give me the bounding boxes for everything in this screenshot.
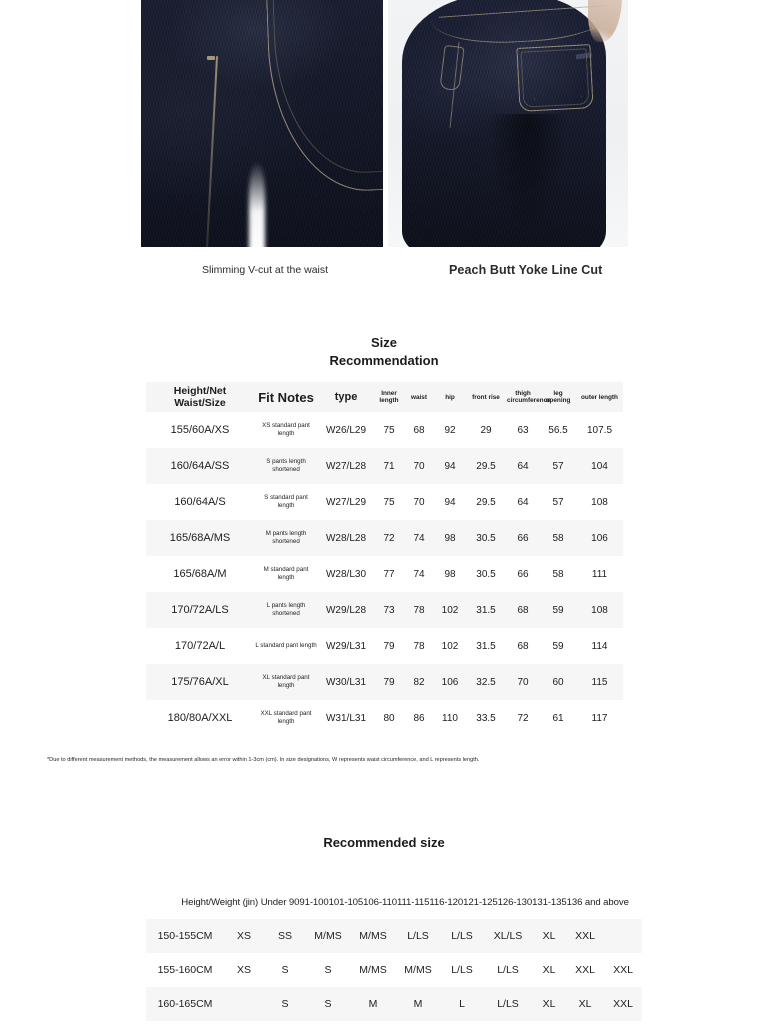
cell-recommended-size: L/LS [497,998,519,1010]
cell-outer-length: 106 [591,532,608,544]
pocket-label-tab-icon [576,53,592,60]
table-row [146,953,642,987]
header-hip: hip [445,393,455,401]
cell-hip: 94 [444,496,456,508]
cell-waist: 78 [413,604,425,616]
cell-size: 160/64A/SS [170,460,230,472]
cell-recommended-size: L/LS [451,964,473,976]
cell-inner-length: 72 [383,532,395,544]
cell-recommended-size: XL [578,998,592,1010]
header-front-rise: front rise [472,393,500,401]
size-title-line-1: Size [370,335,397,350]
cell-front-rise: 29 [480,424,492,436]
table-row [146,520,623,556]
cell-height-range: 160-165CM [157,998,213,1010]
cell-leg-opening: 59 [552,640,564,652]
cell-recommended-size: XXL [613,964,633,976]
cell-recommended-size: XL [542,964,556,976]
cell-leg-opening: 58 [552,532,564,544]
cell-waist: 70 [413,460,425,472]
cell-recommended-size: M/MS [314,930,342,942]
cell-outer-length: 107.5 [586,424,613,436]
cell-thigh-circumference: 63 [517,424,529,436]
cell-front-rise: 32.5 [476,676,496,688]
cell-outer-length: 115 [591,676,608,688]
table-row [146,628,623,664]
size-chart-header [146,382,623,412]
cell-recommended-size: XL [542,930,556,942]
header-waist: waist [411,393,427,401]
cell-outer-length: 117 [591,712,608,724]
table-row [146,592,623,628]
header-fit-notes: Fit Notes [258,389,314,405]
yoke-line-stitch-icon [431,11,612,46]
cell-recommended-size: SS [277,930,292,942]
cell-front-rise: 30.5 [476,532,496,544]
photo-caption-right: Peach Butt Yoke Line Cut [449,263,603,277]
cell-type: W30/L31 [325,676,367,688]
recommended-size-header-row [146,885,642,919]
header-thigh-circumference: thigh circumference [507,390,551,404]
cell-recommended-size: S [281,998,289,1010]
cell-inner-length: 79 [383,676,395,688]
size-chart-header-row [146,382,623,412]
cell-recommended-size: XXL [575,930,595,942]
cell-type: W27/L29 [325,496,367,508]
table-row [146,664,623,700]
cell-recommended-size: XXL [613,998,633,1010]
leg-gap-highlight [249,161,265,247]
cell-leg-opening: 59 [552,604,564,616]
cell-thigh-circumference: 70 [517,676,529,688]
cell-waist: 78 [413,640,425,652]
cell-front-rise: 29.5 [476,496,496,508]
header-height-weight-range: Height/Weight (jin) Under 9091-100101-105106-110111-115116-120121-125126-130131-135136 and above [181,896,629,908]
table-row [146,412,623,448]
table-row [146,919,642,953]
denim-fabric-back [402,0,606,247]
cell-fit-notes: L standard pant length [255,642,317,649]
cell-waist: 70 [413,496,425,508]
cell-waist: 68 [413,424,425,436]
cell-type: W27/L28 [325,460,367,472]
cell-thigh-circumference: 72 [517,712,529,724]
cell-inner-length: 75 [383,496,395,508]
cell-inner-length: 79 [383,640,395,652]
table-row [146,987,642,1021]
header-leg-opening: leg opening [545,390,571,404]
cell-hip: 92 [444,424,456,436]
size-recommendation-title [0,334,768,370]
cell-waist: 74 [413,532,425,544]
cell-recommended-size [604,919,642,953]
cell-recommended-size: L [459,998,465,1010]
cell-fit-notes: L pants length shortened [266,602,306,617]
cell-recommended-size: M [368,998,378,1010]
photo-caption-left: Slimming V-cut at the waist [202,264,329,276]
cell-hip: 102 [441,640,459,652]
table-row [146,448,623,484]
cell-size: 155/60A/XS [170,424,230,436]
table-row [146,484,623,520]
cell-outer-length: 104 [591,460,608,472]
cell-leg-opening: 56.5 [548,424,568,436]
cell-fit-notes: M standard pant length [263,566,309,581]
cell-fit-notes: M pants length shortened [265,530,307,545]
size-chart-body [146,412,623,736]
cell-recommended-size: XXL [575,964,595,976]
cell-size: 165/68A/M [173,568,227,580]
header-type: type [334,391,358,403]
cell-size: 165/68A/MS [169,532,231,544]
measurement-footnote: *Due to different measurement methods, the measurement allows an error within 1-3cm (cm). In size designations, W represents waist circumference, and L represents length. [47,757,480,763]
cell-fit-notes: XS standard pant length [262,422,310,437]
cell-front-rise: 30.5 [476,568,496,580]
waistband-stitch-icon [438,0,607,18]
cell-recommended-size: XS [236,964,251,976]
cell-recommended-size: L/LS [451,930,473,942]
recommended-size-table [146,885,642,1021]
bartack-stitch-icon [207,56,215,60]
recommended-size-body [146,919,642,1021]
cell-front-rise: 31.5 [476,604,496,616]
header-inner-length: Inner length [379,390,399,404]
cell-waist: 74 [413,568,425,580]
cell-recommended-size: L/LS [497,964,519,976]
cell-recommended-size: S [324,998,332,1010]
cell-height-range: 150-155CM [157,930,213,942]
recommended-size-title: Recommended size [323,835,445,850]
cell-inner-length: 71 [383,460,395,472]
cell-recommended-size [224,987,264,1021]
cell-thigh-circumference: 68 [517,640,529,652]
side-seam-stitch-icon [450,42,460,128]
cell-type: W28/L28 [325,532,367,544]
cell-recommended-size: S [324,964,332,976]
back-pocket-stitch-icon [516,44,593,112]
cell-hip: 94 [444,460,456,472]
cell-leg-opening: 60 [552,676,564,688]
cell-waist: 82 [413,676,425,688]
cell-inner-length: 80 [383,712,395,724]
cell-recommended-size: S [281,964,289,976]
header-height-waist-size: Height/Net Waist/Size [173,385,227,409]
product-photo-front-waist [141,0,383,247]
cell-size: 175/76A/XL [171,676,229,688]
cell-recommended-size: XL/LS [493,930,523,942]
cell-leg-opening: 57 [552,460,564,472]
header-outer-length: outer length [581,393,618,401]
cell-hip: 98 [444,568,456,580]
cell-height-range: 155-160CM [157,964,213,976]
size-chart-table [146,382,623,736]
cell-size: 170/72A/L [174,640,226,652]
cell-front-rise: 29.5 [476,460,496,472]
cell-hip: 102 [441,604,459,616]
cell-recommended-size: M/MS [404,964,432,976]
table-row [146,556,623,592]
cell-type: W31/L31 [325,712,367,724]
cell-type: W28/L30 [325,568,367,580]
cell-thigh-circumference: 64 [517,496,529,508]
cell-outer-length: 108 [591,604,608,616]
cell-leg-opening: 58 [552,568,564,580]
cell-fit-notes: XL standard pant length [262,674,310,689]
cell-hip: 106 [441,676,459,688]
cell-leg-opening: 57 [552,496,564,508]
fabric-shadow [488,114,568,234]
cell-outer-length: 111 [591,568,608,580]
cell-type: W29/L31 [325,640,367,652]
product-photo-back-pocket [388,0,628,247]
cell-recommended-size: XS [236,930,251,942]
cell-recommended-size: XL [542,998,556,1010]
product-photo-strip [141,0,628,247]
cell-recommended-size: M/MS [359,930,387,942]
cell-hip: 98 [444,532,456,544]
cell-recommended-size: M/MS [359,964,387,976]
cell-fit-notes: S standard pant length [264,494,308,509]
cell-leg-opening: 61 [552,712,564,724]
cell-size: 160/64A/S [174,496,226,508]
cell-thigh-circumference: 66 [517,568,529,580]
cell-hip: 110 [442,712,458,724]
cell-thigh-circumference: 68 [517,604,529,616]
cell-waist: 86 [413,712,425,724]
recommended-size-header [146,885,642,919]
cell-recommended-size: M [413,998,423,1010]
cell-outer-length: 114 [591,640,608,652]
cell-type: W29/L28 [325,604,367,616]
cell-size: 180/80A/XXL [167,712,233,724]
cell-inner-length: 77 [383,568,395,580]
cell-fit-notes: XXL standard pant length [260,710,312,725]
cell-fit-notes: S pants length shortened [266,458,306,473]
table-row [146,700,623,736]
cell-thigh-circumference: 64 [517,460,529,472]
cell-inner-length: 75 [383,424,395,436]
cell-front-rise: 33.5 [476,712,496,724]
cell-thigh-circumference: 66 [517,532,529,544]
model-skin-highlight [588,0,622,42]
cell-outer-length: 108 [591,496,608,508]
cell-inner-length: 73 [383,604,395,616]
side-pocket-stitch-icon [439,45,464,91]
cell-size: 170/72A/LS [171,604,229,616]
cell-type: W26/L29 [325,424,367,436]
size-title-line-2: Recommendation [329,353,439,368]
cell-recommended-size: L/LS [407,930,429,942]
cell-front-rise: 31.5 [476,640,496,652]
